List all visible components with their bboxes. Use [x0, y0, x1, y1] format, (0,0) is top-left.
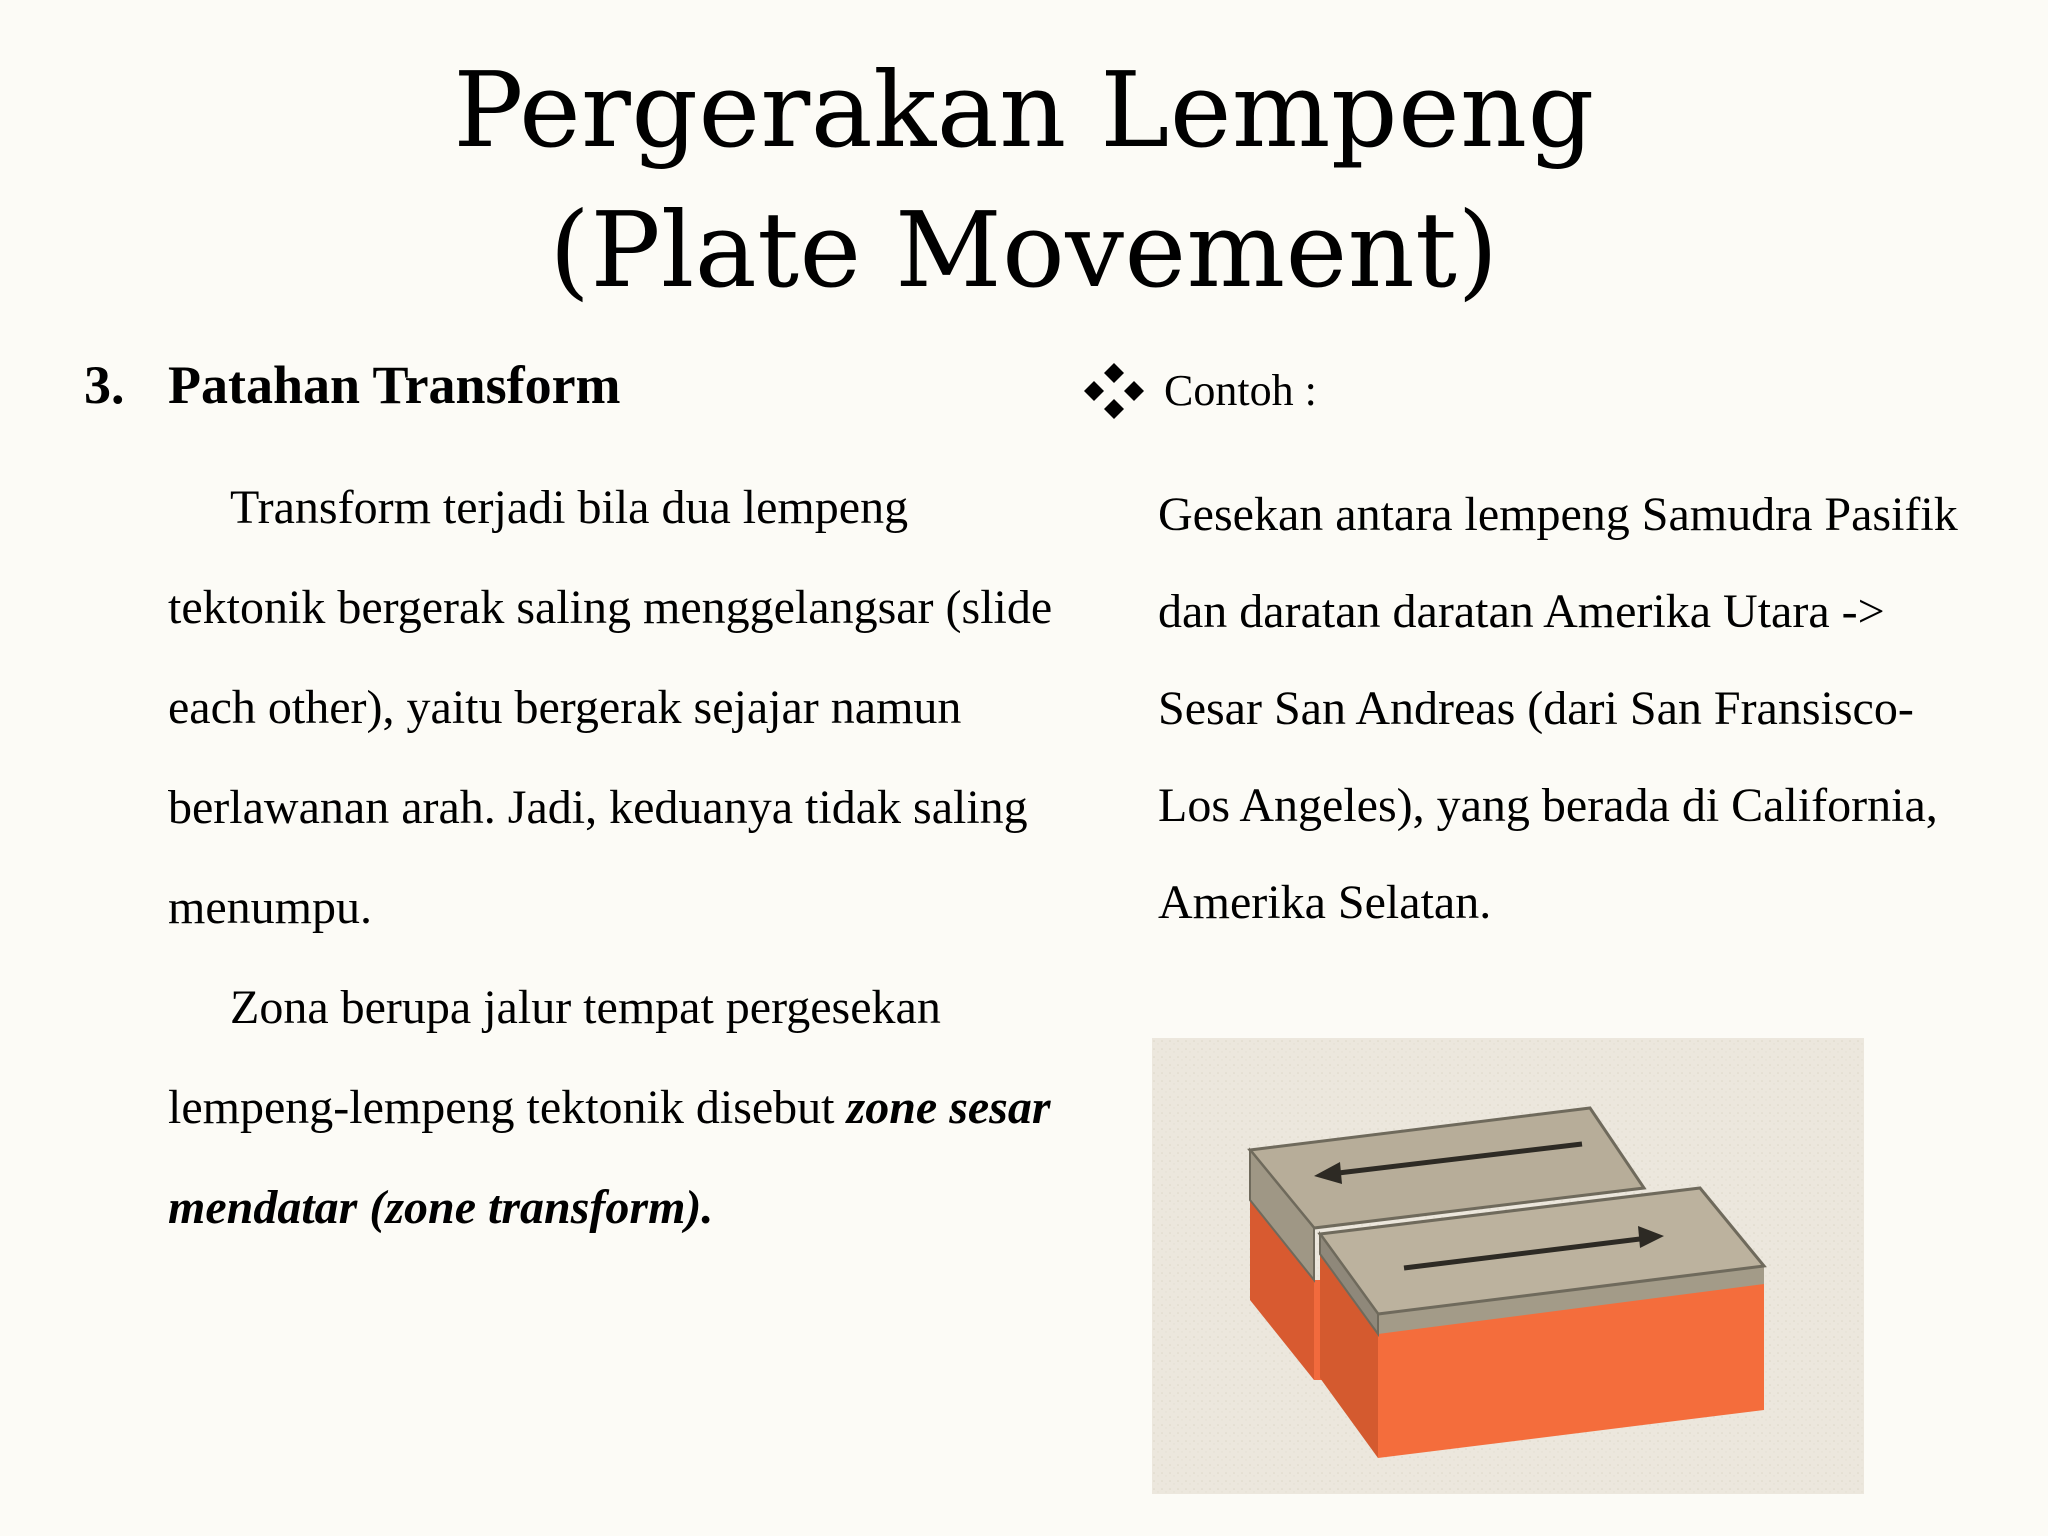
zone-text: Zona berupa jalur tempat pergesekan lempeng-lempeng tektonik disebut	[168, 981, 941, 1134]
heading-number: 3.	[84, 355, 125, 415]
example-label: Contoh :	[1164, 366, 1317, 415]
transform-fault-diagram	[1152, 1038, 1864, 1494]
example-paragraph: Gesekan antara lempeng Samudra Pasifik dan daratan daratan Amerika Utara -> Sesar San Andreas (dari San Fransisco-Los Angeles), yang berada di California, Amerika Selatan.	[1158, 488, 1958, 929]
title-line-1: Pergerakan Lempeng	[453, 49, 1595, 171]
example-bullet	[1080, 356, 1980, 426]
left-column	[84, 350, 1064, 1258]
right-column	[1080, 356, 1980, 951]
zone-term: zone sesar mendatar (zone transform).	[168, 1081, 1051, 1234]
slide-title	[0, 40, 2048, 320]
title-line-2: (Plate Movement)	[549, 189, 1499, 311]
four-diamond-bullet-icon	[1080, 361, 1148, 421]
transform-definition-paragraph: Transform terjadi bila dua lempeng tektonik bergerak saling menggelangsar (slide each other), yaitu bergerak sejajar namun berlawanan arah. Jadi, keduanya tidak saling menumpu.	[168, 481, 1053, 934]
transform-zone-paragraph	[168, 958, 1064, 1258]
section-heading	[84, 350, 1064, 420]
transform-fault-illustration	[1152, 1038, 1864, 1494]
heading-text: Patahan Transform	[168, 355, 621, 415]
